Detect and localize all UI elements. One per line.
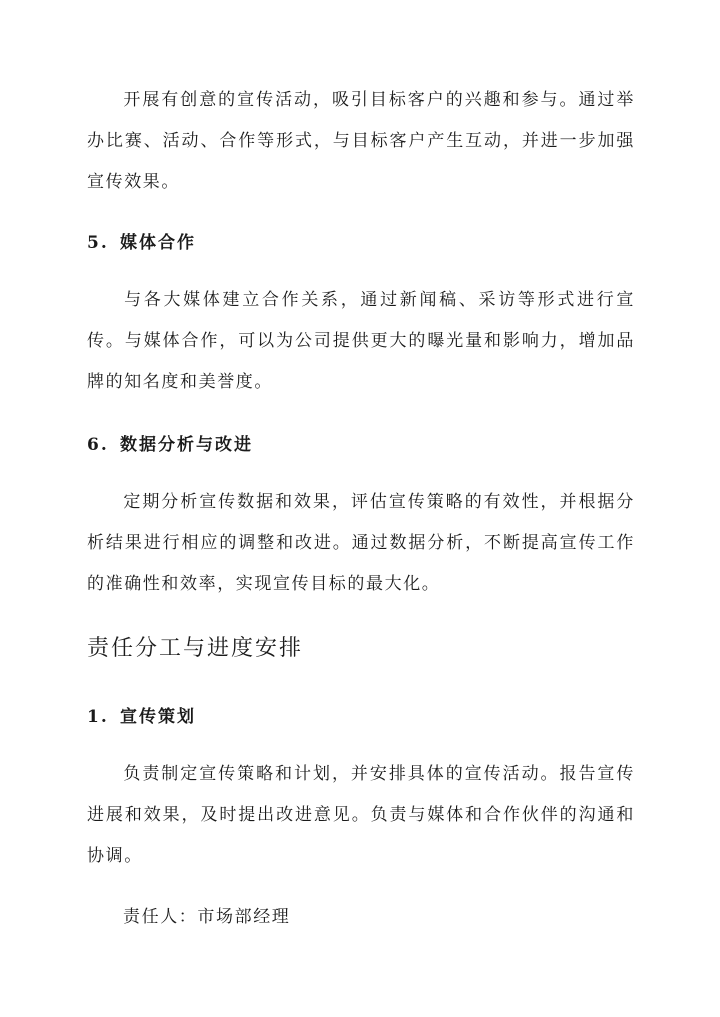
responsible-person [87, 905, 290, 929]
paragraph-publicity-planning [87, 754, 635, 877]
heading-data-analysis [87, 433, 253, 457]
heading-number: 6. [87, 435, 109, 455]
heading-text: 数据分析与改进 [120, 435, 253, 455]
paragraph-creative-campaign [87, 80, 635, 203]
paragraph-text: 开展有创意的宣传活动，吸引目标客户的兴趣和参与。通过举办比赛、活动、合作等形式，与目标客户产生互动，并进一步加强宣传效果。 [87, 90, 635, 192]
section-title: 责任分工与进度安排 [87, 636, 304, 661]
heading-number: 5. [87, 233, 109, 253]
paragraph-media-cooperation [87, 280, 635, 403]
paragraph-text: 与各大媒体建立合作关系，通过新闻稿、采访等形式进行宣传。与媒体合作，可以为公司提供更大的曝光量和影响力，增加品牌的知名度和美誉度。 [87, 290, 635, 392]
heading-text: 媒体合作 [120, 233, 196, 253]
paragraph-text: 负责制定宣传策略和计划，并安排具体的宣传活动。报告宣传进展和效果，及时提出改进意见。负责与媒体和合作伙伴的沟通和协调。 [87, 764, 635, 866]
heading-media-cooperation [87, 231, 196, 255]
responsible-text: 责任人：市场部经理 [123, 907, 291, 927]
heading-number: 1. [87, 707, 109, 727]
paragraph-data-analysis [87, 482, 635, 605]
heading-text: 宣传策划 [120, 707, 196, 727]
paragraph-text: 定期分析宣传数据和效果，评估宣传策略的有效性，并根据分析结果进行相应的调整和改进。通过数据分析，不断提高宣传工作的准确性和效率，实现宣传目标的最大化。 [87, 492, 635, 594]
heading-publicity-planning [87, 705, 196, 729]
